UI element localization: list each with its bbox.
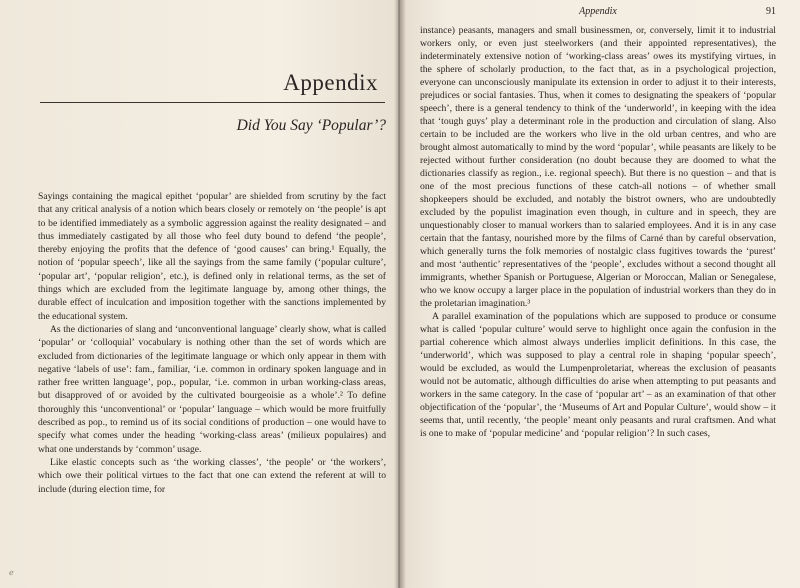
- margin-mark: ℯ: [9, 568, 14, 577]
- page-number: 91: [766, 6, 776, 17]
- left-page-body: [38, 190, 386, 496]
- book-gutter: [394, 0, 406, 588]
- right-paragraph-1: instance) peasants, managers and small businessmen, or, conversely, limit it to industrial workers only, or even just steelworkers (and their appointed representatives), the indeterminately extensive notion of ‘working-class areas’ owes its mystifying virtues, in the sphere of scholarly production, to the fact that, as in a psychological projection, everyone can unconsciously manipulate its extension in order to adjust it to their interests, prejudices or social fantasies. Thus, when it comes to designating the speakers of ‘popular speech’, there is a general tendency to think of the ‘underworld’, in keeping with the idea that ‘tough guys’ play a determinant role in the production and circulation of slang. Also certain to be included are the workers who live in the old urban centres, and who are brought almost automatically to mind by the word ‘popular’, while peasants are likely to be rejected without further consideration (no doubt because they are doomed to what the dictionaries classify as region., i.e. regional speech). But there is no question – and that is one of the most precious functions of these catch-all notions – of whether small shopkeepers should be excluded, and notably the bistrot owners, who are undoubtedly excluded by the populist imagination even though, in culture and in speech, they are unquestionably closer to manual workers than to salaried employees. And it is in any case certain that the fantasy, nourished more by the films of Carné than by careful observation, which generally turns the folk memories of nostalgic class fugitives towards the ‘purest’ and most ‘authentic’ representatives of the ‘people’, excludes without a second thought all immigrants, whether Spanish or Portuguese, Algerian or Moroccan, Malian or Senegalese, who we know occupy a larger place in the population of industrial workers than they do in the proletarian imagination.³: [420, 25, 776, 309]
- left-paragraph-2: As the dictionaries of slang and ‘unconventional language’ clearly show, what is called ‘popular’ or ‘colloquial’ vocabulary is nothing other than the set of words which are excluded from dictionaries of the legitimate language or which only appear in them with negative ‘labels of use’: fam., familiar, ‘i.e. common in ordinary spoken language and in rather free written language’, pop., popular, ‘i.e. common in urban working-class areas, but disapproved of or avoided by the cultivated bourgeoisie as a whole’.² To define thoroughly this ‘unconventional’ or ‘popular’ language – which would be more fruitfully described as pop., to remind us of its social conditions of production – one would have to specify what comes under the heading ‘working-class areas’ (milieux populaires) and what one understands by ‘common’ usage.: [38, 323, 386, 455]
- right-page-body: [420, 24, 776, 440]
- left-paragraph-1: Sayings containing the magical epithet ‘popular’ are shielded from scrutiny by the fact that any critical analysis of a notion which bears closely or remotely on ‘the people’ is apt to be identified immediately as a symbolic aggression against the reality designated – and thus immediately castigated by all those who feel duty bound to defend ‘the people’, thereby enjoying the profits that the defence of ‘good causes’ can bring.¹ Equally, the notion of ‘popular speech’, like all the sayings from the same family (‘popular culture’, ‘popular art’, ‘popular religion’, etc.), is defined only in relational terms, as the set of things which are excluded from the legitimate language by, among other things, the durable effect of inculcation and imposition together with the sanctions implemented by the educational system.: [38, 191, 386, 322]
- chapter-title: Appendix: [283, 70, 378, 95]
- title-rule: [40, 102, 385, 103]
- left-paragraph-3: Like elastic concepts such as ‘the working classes’, ‘the people’ or ‘the workers’, which owe their political virtues to the fact that one can extend the referent at will to include (during election time, for: [38, 456, 386, 495]
- running-head: [420, 6, 776, 20]
- section-subtitle: Did You Say ‘Popular’?: [236, 117, 386, 134]
- right-paragraph-2: A parallel examination of the populations which are supposed to produce or consume what is called ‘popular culture’ would serve to highlight once again the confusion in the partial coherence which almost always underlies implicit definitions. In this case, the ‘underworld’, which was supposed to play a central role in shaping ‘popular speech’, would be excluded, as would the Lumpenproletariat, whereas the exclusion of peasants would not be automatic, although difficulties do arise when attempting to put peasants and workers in the same category. In the case of ‘popular art’ – as an examination of that other objectification of the ‘popular’, the ‘Museums of Art and Popular Culture’, would show – it seems that, until recently, ‘the people’ meant only peasants and rural craftsmen. And what is one to make of ‘popular medicine’ and ‘popular religion’? In such cases,: [420, 311, 776, 439]
- running-head-title: Appendix: [579, 6, 617, 17]
